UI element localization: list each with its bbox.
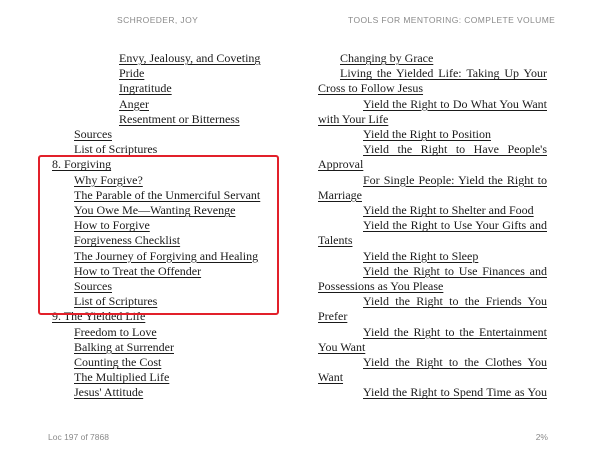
toc-entry-link[interactable]: Ingratitude [119,81,172,96]
toc-entry-link[interactable]: Jesus' Attitude [74,385,144,400]
toc-entry-link[interactable]: Sources [74,279,112,294]
toc-entry-link[interactable]: How to Forgive [74,218,150,233]
toc-entry-link[interactable]: Why Forgive? [74,172,143,187]
toc-entry-link-continued[interactable]: Cross to Follow Jesus [318,81,424,96]
toc-entry-link[interactable]: The Journey of Forgiving and Healing [74,248,259,263]
toc-entry-link[interactable]: You Owe Me—Wanting Revenge [74,203,236,218]
toc-entry-link[interactable]: Yield the Right to Use Finances and [363,263,547,278]
toc-chapter-link[interactable]: 9. The Yielded Life [52,309,146,324]
toc-entry-link[interactable]: Yield the Right to Use Your Gifts and [363,218,547,233]
toc-entry-link[interactable]: Resentment or Bitterness [119,111,240,126]
toc-right-column [318,51,547,401]
toc-entry-link[interactable]: The Parable of the Unmerciful Servant [74,187,261,202]
toc-entry-link[interactable]: List of Scriptures [74,142,158,157]
toc-entry-link[interactable]: Yield the Right to the Friends You [363,294,547,309]
toc-entry-link[interactable]: List of Scriptures [74,294,158,309]
toc-entry-link-continued[interactable]: Talents [318,233,353,248]
toc-entry-link[interactable]: Yield the Right to Spend Time as You [363,385,547,400]
toc-chapter-link[interactable]: 8. Forgiving [52,157,112,172]
toc-entry-link-continued[interactable]: You Want [318,339,366,354]
toc-entry-link[interactable]: Pride [119,66,145,81]
toc-entry-link-continued[interactable]: Approval [318,157,364,172]
toc-entry-link[interactable]: Yield the Right to Do What You Want [363,96,547,111]
toc-entry-link[interactable]: Anger [119,96,149,111]
toc-entry-link[interactable]: How to Treat the Offender [74,263,202,278]
toc-entry-link[interactable]: The Multiplied Life [74,370,170,385]
toc-entry-link-continued[interactable]: Marriage [318,187,362,202]
toc-entry-link-continued[interactable]: Want [318,370,344,385]
toc-entry-link[interactable]: Yield the Right to Shelter and Food [363,203,534,218]
toc-entry-link[interactable]: Living the Yielded Life: Taking Up Your [340,66,547,81]
toc-entry-link[interactable]: Yield the Right to Have People's [363,142,547,157]
toc-entry-link[interactable]: Changing by Grace [340,51,434,65]
toc-entry-link-continued[interactable]: with Your Life [318,111,389,126]
header-author: SCHROEDER, JOY [117,15,199,25]
toc-entry-link[interactable]: Balking at Surrender [74,339,174,354]
toc-entry-link-continued[interactable]: Possessions as You Please [318,279,444,294]
footer-location: Loc 197 of 7868 [48,432,109,442]
toc-entry-link[interactable]: Freedom to Love [74,324,157,339]
toc-entry-link[interactable]: Counting the Cost [74,355,162,370]
toc-entry-link[interactable]: Envy, Jealousy, and Coveting [119,51,261,65]
footer-percent: 2% [535,432,548,442]
toc-entry-link[interactable]: Yield the Right to the Clothes You [363,355,547,370]
toc-entry-link[interactable]: For Single People: Yield the Right to [363,172,547,187]
header-book-title: TOOLS FOR MENTORING: COMPLETE VOLUME [348,15,556,25]
toc-entry-link[interactable]: Yield the Right to Position [363,127,492,142]
toc-entry-link[interactable]: Forgiveness Checklist [74,233,181,248]
toc-entry-link[interactable]: Yield the Right to Sleep [363,248,479,263]
toc-entry-link-continued[interactable]: Prefer [318,309,348,324]
toc-entry-link[interactable]: Yield the Right to the Entertainment [363,324,547,339]
toc-left-column [52,51,292,401]
toc-entry-link[interactable]: Sources [74,127,112,142]
